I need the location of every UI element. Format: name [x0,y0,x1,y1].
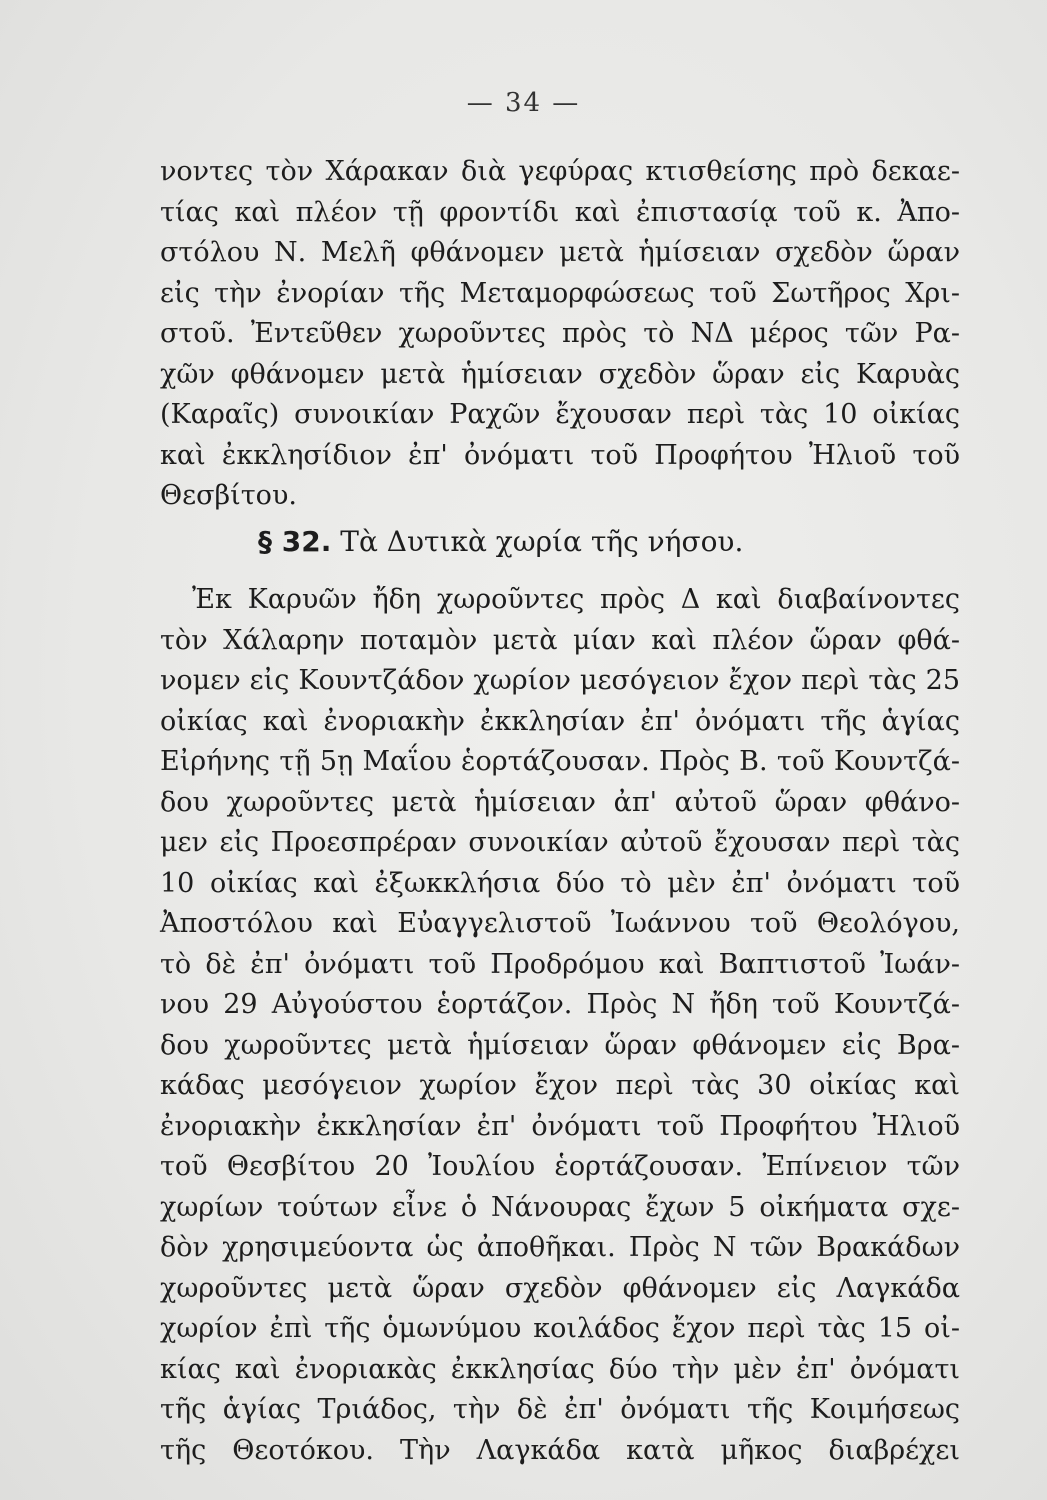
page-number: — 34 — [466,88,581,118]
text-line: δου χωροῦντες μετὰ ἡμίσειαν ἀπ' αὐτοῦ ὥραν φθάνο- [160,786,960,818]
text-line: 10 οἰκίας καὶ ἐξωκκλήσια δύο τὸ μὲν ἐπ' ὀνόματι τοῦ [160,867,960,899]
section-number: § 32. [258,525,332,558]
text-line: νοντες τὸν Χάρακαν διὰ γεφύρας κτισθείσης πρὸ δεκαε- [160,156,960,187]
text-line: μεν εἰς Προεσπρέραν συνοικίαν αὐτοῦ ἔχουσαν περὶ τὰς [160,827,960,858]
text-line: τῆς ἁγίας Τριάδος, τὴν δὲ ἐπ' ὀνόματι τῆς Κοιμήσεως [160,1394,960,1425]
text-line: δου χωροῦντες μετὰ ἡμίσειαν ὥραν φθάνομεν εἰς Βρα- [160,1029,960,1061]
text-line: κίας καὶ ἐνοριακὰς ἐκκλησίας δύο τὴν μὲν ἐπ' ὀνόματι [160,1353,960,1385]
text-line: Ἀποστόλου καὶ Εὐαγγελιστοῦ Ἰωάννου τοῦ Θεολόγου, [160,908,960,939]
text-line: Εἰρήνης τῇ 5ῃ Μαΐου ἑορτάζουσαν. Πρὸς Β. τοῦ Κουντζά- [160,746,960,777]
text-line: τίας καὶ πλέον τῇ φροντίδι καὶ ἐπιστασίᾳ τοῦ κ. Ἀπο- [160,196,960,228]
text-line: στόλου Ν. Μελῆ φθάνομεν μετὰ ἡμίσειαν σχεδὸν ὥραν [160,237,960,268]
text-line: χῶν φθάνομεν μετὰ ἡμίσειαν σχεδὸν ὥραν εἰς Καρυὰς [160,358,960,390]
paragraph-1 [160,152,960,517]
text-line: τὸν Χάλαρην ποταμὸν μετὰ μίαν καὶ πλέον ὥραν φθά- [160,624,960,656]
text-line: τῆς Θεοτόκου. Τὴν Λαγκάδα κατὰ μῆκος διαβρέχει [160,1434,960,1466]
text-line: οἰκίας καὶ ἐνοριακὴν ἐκκλησίαν ἐπ' ὀνόματι τῆς ἁγίας [160,705,960,737]
text-line: τὸ δὲ ἐπ' ὀνόματι τοῦ Προδρόμου καὶ Βαπτιστοῦ Ἰωάν- [160,948,960,980]
text-line: στοῦ. Ἐντεῦθεν χωροῦντες πρὸς τὸ ΝΔ μέρος τῶν Ρα- [160,318,960,349]
text-line: κάδας μεσόγειον χωρίον ἔχον περὶ τὰς 30 οἰκίας καὶ [160,1070,960,1101]
text-line: χωρίον ἐπὶ τῆς ὁμωνύμου κοιλάδος ἔχον περὶ τὰς 15 οἰ- [160,1313,960,1344]
text-line: (Καραῖς) συνοικίαν Ραχῶν ἔχουσαν περὶ τὰς 10 οἰκίας [160,399,960,430]
section-heading [258,522,743,562]
text-line: δὸν χρησιμεύοντα ὡς ἀποθῆκαι. Πρὸς Ν τῶν Βρακάδων [160,1232,960,1263]
text-line: χωροῦντες μετὰ ὥραν σχεδὸν φθάνομεν εἰς Λαγκάδα [160,1272,960,1304]
section-title: Τὰ Δυτικὰ χωρία τῆς νήσου. [340,525,744,558]
paragraph-2 [160,580,960,1471]
text-line: Ἐκ Καρυῶν ἤδη χωροῦντες πρὸς Δ καὶ διαβαίνοντες [192,584,960,615]
text-line: καὶ ἐκκλησίδιον ἐπ' ὀνόματι τοῦ Προφήτου Ἠλιοῦ τοῦ [160,439,960,471]
text-line: νομεν εἰς Κουντζάδον χωρίον μεσόγειον ἔχον περὶ τὰς 25 [160,665,960,696]
text-line: τοῦ Θεσβίτου 20 Ἰουλίου ἑορτάζουσαν. Ἐπίνειον τῶν [160,1151,960,1182]
text-line: νου 29 Αὐγούστου ἑορτάζον. Πρὸς Ν ἤδη τοῦ Κουντζά- [160,989,960,1020]
text-line: εἰς τὴν ἐνορίαν τῆς Μεταμορφώσεως τοῦ Σωτῆρος Χρι- [160,277,960,309]
text-line: ἐνοριακὴν ἐκκλησίαν ἐπ' ὀνόματι τοῦ Προφήτου Ἠλιοῦ [160,1110,960,1142]
text-line: Θεσβίτου. [160,480,297,511]
text-line: χωρίων τούτων εἶνε ὁ Νάνουρας ἔχων 5 οἰκήματα σχε- [160,1191,960,1223]
